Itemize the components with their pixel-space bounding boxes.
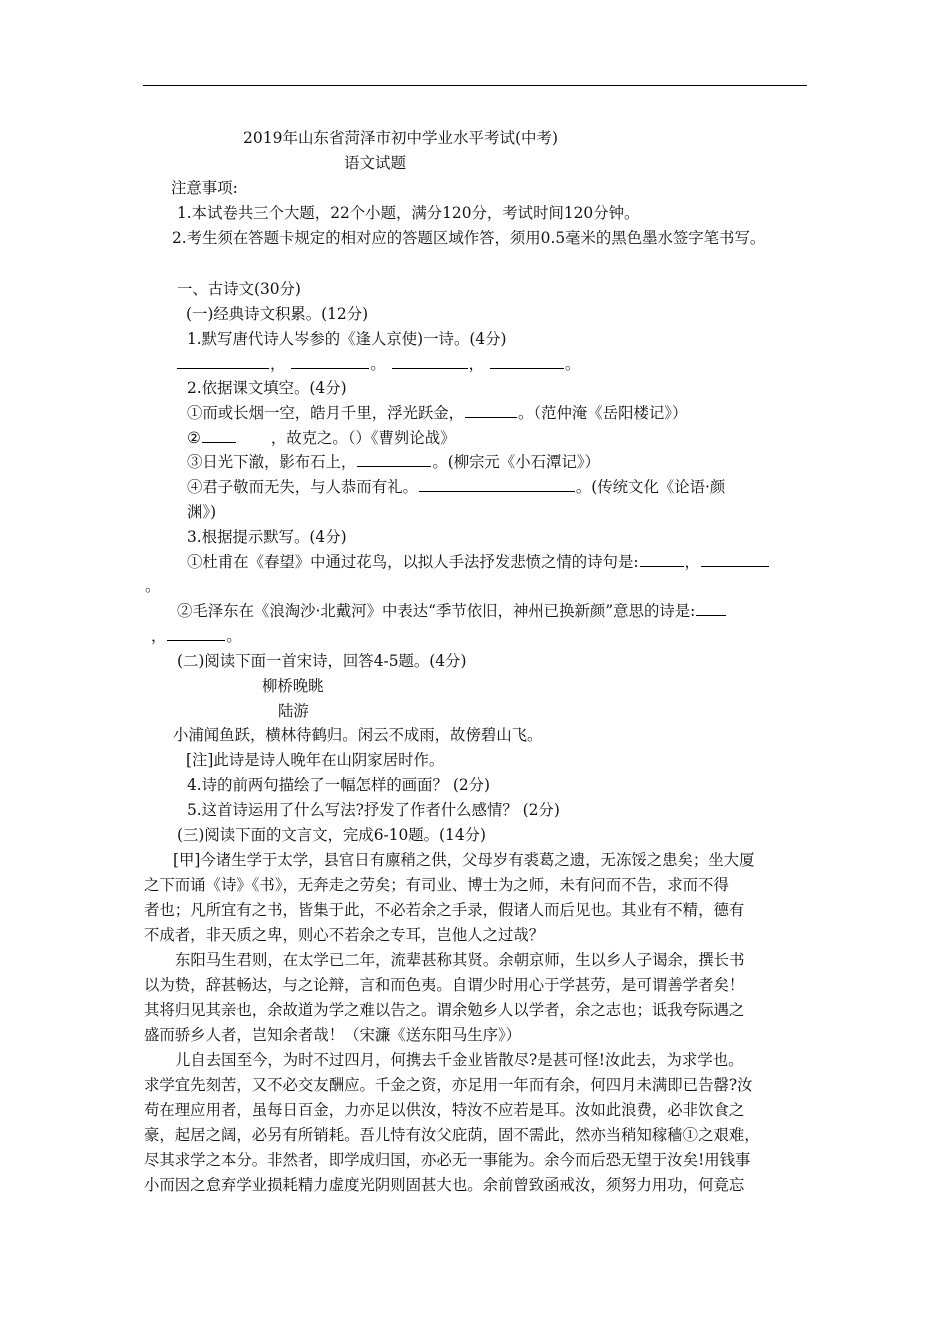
answer-blank <box>202 429 236 443</box>
passage-line: 不成者，非天质之卑，则心不若余之专耳，岂他人之过哉？ <box>144 926 545 944</box>
question-2-item: ①而或长烟一空，皓月千里，浮光跃金， 。（范仲淹《岳阳楼记》） <box>187 404 688 422</box>
answer-blank <box>392 355 468 369</box>
notice-item: 1.本试卷共三个大题，22个小题，满分120分，考试时间120分钟。 <box>177 204 640 222</box>
header-rule <box>143 85 807 86</box>
part-heading: (二)阅读下面一首宋诗，回答4-5题。(4分) <box>177 652 467 670</box>
question-3-item: ①杜甫在《春望》中通过花鸟，以拟人手法抒发悲愤之情的诗句是: ， <box>187 552 770 572</box>
passage-line: 尽其求学之本分。非然者，即学成归国，亦必无一事能为。余今而后恐无望于汝矣!用钱事 <box>144 1151 751 1169</box>
passage-line: 豪，起居之阔，必另有所销耗。吾儿恃有汝父庇荫，固不需此，然亦当稍知稼穑①之艰难， <box>144 1126 760 1144</box>
question-3-item: ②毛泽东在《浪淘沙·北戴河》中表达“季节依旧，神州已换新颜”意思的诗是: <box>177 601 727 621</box>
answer-blank <box>357 453 431 467</box>
notice-heading: 注意事项: <box>171 179 238 197</box>
poem-title: 柳桥晚眺 <box>262 677 324 695</box>
notice-item: 2.考生须在答题卡规定的相对应的答题区域作答，须用0.5毫米的黑色墨水签字笔书写。 <box>172 229 766 247</box>
answer-blank <box>465 404 517 418</box>
answer-blank <box>419 478 575 492</box>
question-3: 3.根据提示默写。(4分) <box>187 528 347 546</box>
answer-blank <box>701 553 769 567</box>
passage-line: 之下而诵《诗》《书》，无奔走之劳矣；有司业、博士为之师，未有问而不告，求而不得 <box>144 876 729 894</box>
passage-line: 盛而骄乡人者，岂知余者哉！（宋濂《送东阳马生序》） <box>144 1026 522 1044</box>
answer-blank <box>640 553 684 567</box>
passage-line: 求学宜先刻苦，又不必交友酬应。千金之资，亦足用一年而有余，何四月未满即已告罄?汝 <box>144 1076 753 1094</box>
question-4: 4.诗的前两句描绘了一幅怎样的画面？ (2分) <box>187 776 491 794</box>
question-1-blanks: ， 。 ， 。 <box>176 354 580 374</box>
passage-line: 苟在理应用者，虽每日百金，力亦足以供汝，特汝不应若是耳。汝如此浪费，必非饮食之 <box>144 1101 745 1119</box>
poem-text: 小浦闻鱼跃，横林待鹤归。闲云不成雨，故傍碧山飞。 <box>173 726 543 744</box>
answer-blank <box>167 627 225 641</box>
question-2-item: ④君子敬而无失，与人恭而有礼。 。(传统文化《论语·颜 <box>187 478 726 496</box>
answer-blank <box>291 355 369 369</box>
part-heading: (一)经典诗文积累。(12分) <box>186 305 369 323</box>
part-heading: (三)阅读下面的文言文，完成6-10题。(14分) <box>177 826 487 844</box>
question-2-item: ③日光下澈，影布石上， 。(柳宗元《小石潭记》） <box>187 453 600 471</box>
question-2-item: ② ，故克之。（）《曹刿论战》 <box>187 429 456 447</box>
question-2-item-cont: 渊》) <box>187 503 217 521</box>
exam-title: 2019年山东省菏泽市初中学业水平考试(中考) <box>243 129 559 147</box>
passage-line: [甲]今诸生学于太学，县官日有廪稍之供，父母岁有裘葛之遗，无冻馁之患矣；坐大厦 <box>173 851 755 869</box>
poem-author: 陆游 <box>278 702 309 720</box>
passage-line: 儿自去国至今，为时不过四月，何携去千金业皆散尽?是甚可怪!汝此去，为求学也。 <box>175 1051 744 1069</box>
question-2: 2.依据课文填空。(4分) <box>187 379 347 397</box>
question-1: 1.默写唐代诗人岑参的《逢人京使)一诗。(4分) <box>187 330 507 348</box>
answer-blank <box>490 355 564 369</box>
passage-line: 以为贽，辞甚畅达，与之论辩，言和而色夷。自谓少时用心于学甚劳，是可谓善学者矣！ <box>144 976 745 994</box>
answer-blank <box>177 355 269 369</box>
question-5: 5.这首诗运用了什么写法?抒发了作者什么感情？ (2分) <box>187 801 560 819</box>
passage-line: 其将归见其亲也，余故道为学之难以告之。谓余勉乡人以学者，余之志也；诋我夸际遇之 <box>144 1001 745 1019</box>
exam-subtitle: 语文试题 <box>344 154 407 172</box>
answer-blank <box>696 602 726 616</box>
question-3-item-end: 。 <box>145 577 161 595</box>
poem-note: [注]此诗是诗人晚年在山阴家居时作。 <box>186 751 445 769</box>
passage-line: 者也；凡所宜有之书，皆集于此，不必若余之手录，假诸人而后见也。其业有不精，德有 <box>144 901 745 919</box>
passage-line: 小而因之怠弃学业损耗精力虚度光阴则固甚大也。余前曾致函戒汝，须努力用功，何竟忘 <box>144 1176 745 1194</box>
passage-line: 东阳马生君则，在太学已二年，流辈甚称其贤。余朝京师，生以乡人子谒余，撰长书 <box>175 951 745 969</box>
section-heading: 一、古诗文(30分) <box>177 280 301 298</box>
question-3-item-cont: ， 。 <box>151 627 242 645</box>
